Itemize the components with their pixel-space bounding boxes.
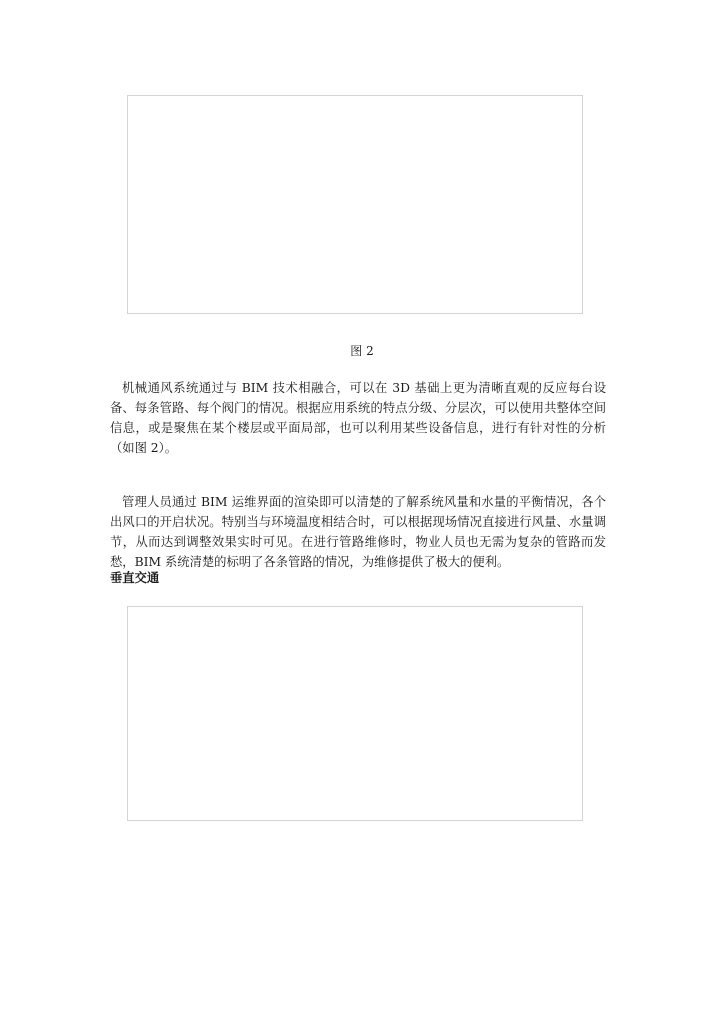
body-paragraph: 机械通风系统通过与 BIM 技术相融合，可以在 3D 基础上更为清晰直观的反应每台设备、每条管路、每个阀门的情况。根据应用系统的特点分级、分层次，可以使用共整体空间信息，或是聚焦在某个楼层或平面局部，也可以利用某些设备信息，进行有针对性的分析（如图 2）。 — [110, 381, 606, 455]
body-paragraph: 管理人员通过 BIM 运维界面的渲染即可以清楚的了解系统风量和水量的平衡情况，各个出风口的开启状况。特别当与环境温度相结合时，可以根据现场情况直接进行风量、水量调节，从而达到调整效果实时可见。在进行管路维修时，物业人员也无需为复杂的管路而发愁，BIM 系统清楚的标明了各条管路的情况，为维修提供了极大的便利。 — [110, 495, 606, 569]
figure-image-placeholder — [127, 95, 583, 314]
figure-caption: 图 2 — [350, 344, 374, 358]
section-heading: 垂直交通 — [110, 570, 160, 585]
figure-image-placeholder — [127, 606, 583, 821]
